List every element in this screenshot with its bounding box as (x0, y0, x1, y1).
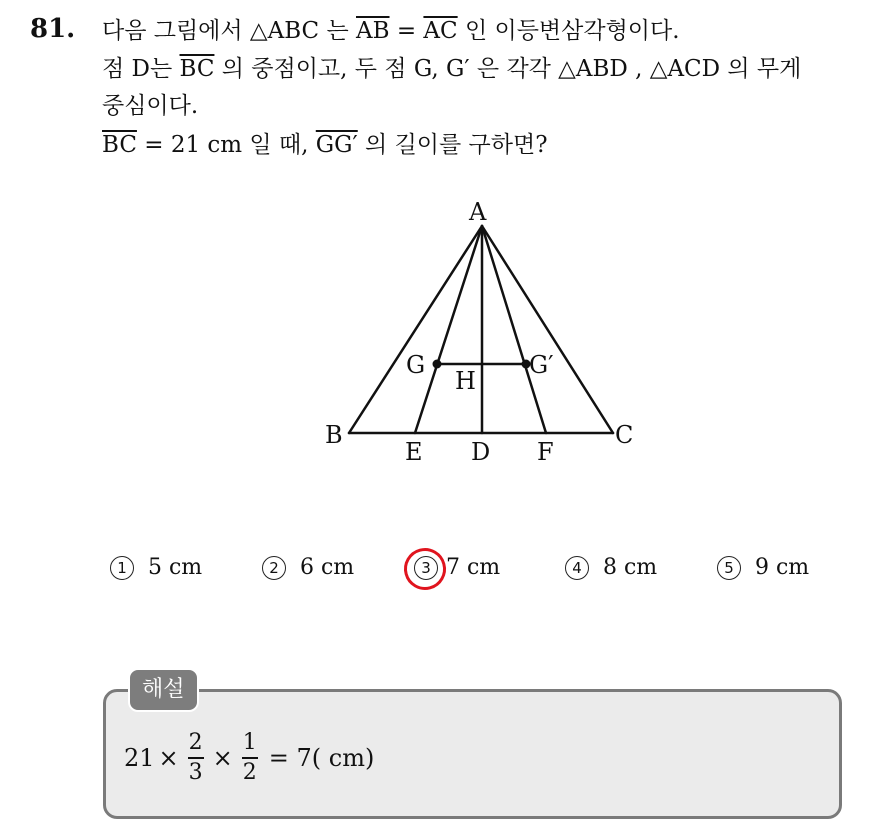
choice-marker: 1 (110, 556, 134, 580)
fraction-one-half (242, 731, 258, 785)
times-sign: × (212, 744, 233, 772)
point-g (433, 360, 442, 369)
fraction-numerator: 1 (242, 730, 257, 756)
question-number: 81. (30, 14, 76, 44)
segment-bc: $\overline{BC}$ (179, 56, 215, 82)
solution-lead: 21 (124, 744, 155, 772)
segment-ac: $\overline{AC}$ (423, 18, 458, 44)
choice-marker: 5 (717, 556, 741, 580)
question-line-3: 중심이다. (102, 93, 199, 119)
choice-text: 6 cm (300, 555, 355, 580)
choice-marker: 3 (414, 556, 438, 580)
label-h: H (455, 367, 476, 395)
label-g: G (406, 351, 426, 379)
choice-4[interactable] (565, 555, 657, 580)
question-text: 의 중점이고, 두 점 G, G′ 은 각각 △ABD , △ACD 의 무게 (214, 56, 802, 82)
solution-tag: 해설 (128, 668, 199, 712)
equals-sign: = (389, 18, 424, 44)
choice-marker: 2 (262, 556, 286, 580)
question-text: = 21 cm 일 때, (136, 132, 316, 158)
label-c: C (615, 421, 634, 449)
question-text: 인 이등변삼각형이다. (457, 18, 680, 44)
label-a: A (469, 198, 487, 226)
question-line-4 (102, 130, 548, 160)
segment-ab: $\overline{AB}$ (356, 18, 390, 44)
fraction-bar (188, 757, 204, 759)
choice-text: 9 cm (755, 555, 810, 580)
solution-result: = 7( cm) (268, 744, 375, 772)
label-b: B (325, 421, 343, 449)
choice-5[interactable] (717, 555, 809, 580)
segment-bc: $\overline{BC}$ (102, 132, 137, 158)
question-text: 점 D는 (102, 56, 180, 82)
triangle-figure (300, 190, 660, 480)
label-d: D (471, 438, 491, 466)
label-e: E (405, 438, 423, 466)
question-line-1 (102, 16, 680, 46)
choice-marker: 4 (565, 556, 589, 580)
fraction-two-thirds (188, 731, 204, 785)
segment-gg-prime: GG′ (315, 132, 358, 158)
solution-expression (124, 727, 374, 789)
fraction-numerator: 2 (188, 730, 203, 756)
label-f: F (537, 438, 554, 466)
choice-1[interactable] (110, 555, 202, 580)
question-text: 의 길이를 구하면? (357, 132, 548, 158)
choice-text: 7 cm (446, 555, 501, 580)
median-af (482, 226, 546, 433)
fraction-denominator: 2 (242, 759, 257, 785)
choice-2[interactable] (262, 555, 354, 580)
choice-text: 5 cm (148, 555, 203, 580)
fraction-denominator: 3 (188, 759, 203, 785)
side-ac (482, 226, 613, 433)
choice-text: 8 cm (603, 555, 658, 580)
times-sign: × (158, 744, 179, 772)
side-ab (349, 226, 482, 433)
fraction-bar (242, 757, 258, 759)
median-ae (415, 226, 482, 433)
question-line-2 (102, 54, 801, 84)
label-g-prime: G′ (529, 351, 554, 379)
question-text: 다음 그림에서 △ABC 는 (102, 18, 356, 44)
